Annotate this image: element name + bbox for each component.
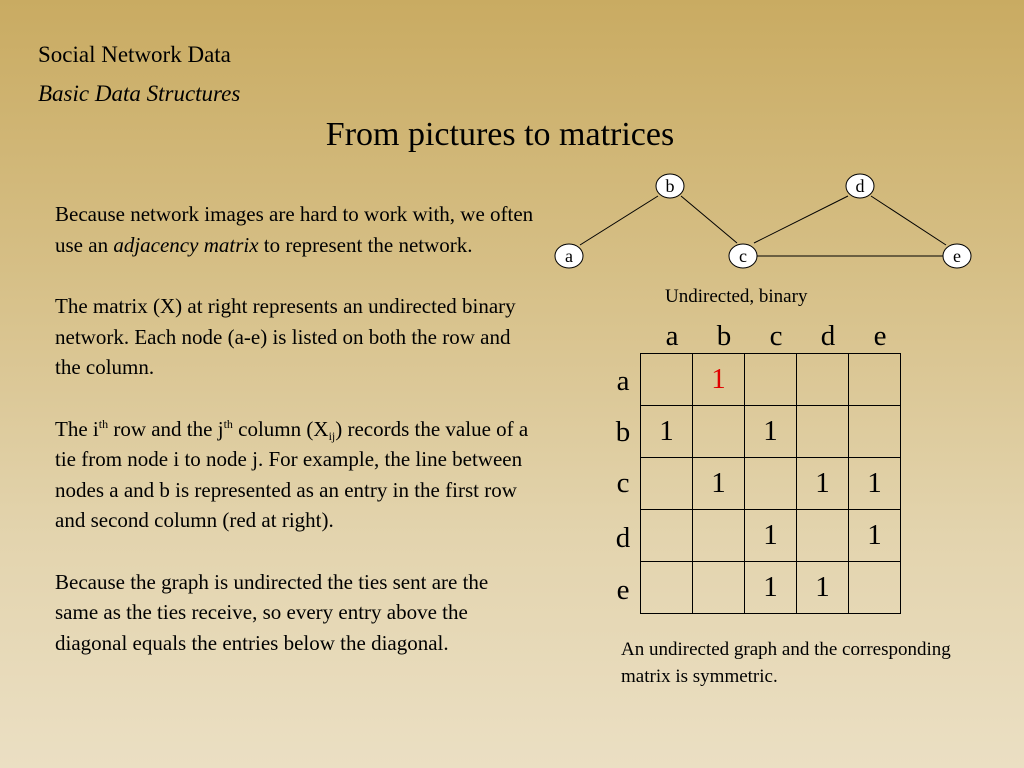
- cell-d-c: 1: [745, 510, 797, 562]
- cell-e-e: [849, 562, 901, 614]
- slide-title: From pictures to matrices: [325, 116, 675, 153]
- edge-b-c: [681, 196, 737, 243]
- matrix-row-e: [641, 562, 901, 614]
- cell-e-d: 1: [797, 562, 849, 614]
- cell-e-a: [641, 562, 693, 614]
- cell-c-a: [641, 458, 693, 510]
- cell-e-c: 1: [745, 562, 797, 614]
- cell-b-d: [797, 406, 849, 458]
- network-graph: [0, 0, 1024, 320]
- col-header-d: d: [820, 320, 836, 352]
- cell-c-d: 1: [797, 458, 849, 510]
- cell-d-e: 1: [849, 510, 901, 562]
- matrix-row-c: [641, 458, 901, 510]
- edge-d-e: [871, 196, 946, 245]
- graph-caption: Undirected, binary: [665, 286, 808, 307]
- cell-a-b: 1: [693, 354, 745, 406]
- node-e: [943, 244, 971, 268]
- header-subtitle: Basic Data Structures: [38, 81, 241, 106]
- cell-c-e: 1: [849, 458, 901, 510]
- adjacency-matrix-term: adjacency matrix: [113, 232, 259, 257]
- node-b: [656, 174, 684, 198]
- paragraph-intro: Because network images are hard to work with, we often use an adjacency matrix to represent the network.: [55, 202, 534, 257]
- edge-a-b: [580, 196, 658, 245]
- col-header-c: c: [769, 320, 783, 352]
- col-header-a: a: [665, 320, 679, 352]
- cell-d-d: [797, 510, 849, 562]
- paragraph-ij-explanation: The $i^{th}$ row and the $j^{th}$ column $(X_{ij})$ records the value of a tie from node i to node j. For example, the line between nodes a and b is represented as an entry in the first row and second column (red at right).: [55, 416, 529, 532]
- cell-b-e: [849, 406, 901, 458]
- node-d-label: d: [855, 176, 865, 196]
- cell-d-b: [693, 510, 745, 562]
- cell-e-b: [693, 562, 745, 614]
- matrix-row-a: [641, 354, 901, 406]
- cell-a-a: [641, 354, 693, 406]
- node-a: [555, 244, 583, 268]
- node-a-label: a: [565, 246, 573, 266]
- row-header-e: e: [616, 574, 630, 606]
- matrix-footnote: An undirected graph and the corresponding matrix is symmetric.: [621, 639, 951, 687]
- edge-c-d: [754, 196, 848, 243]
- paragraph-symmetry: Because the graph is undirected the ties sent are the same as the ties receive, so every entry above the diagonal equals the entries below the diagonal.: [55, 569, 489, 655]
- cell-a-c: [745, 354, 797, 406]
- adjacency-matrix: [640, 353, 901, 614]
- row-header-b: b: [615, 416, 631, 448]
- node-c: [729, 244, 757, 268]
- cell-d-a: [641, 510, 693, 562]
- node-e-label: e: [953, 246, 961, 266]
- cell-b-b: [693, 406, 745, 458]
- cell-b-a: 1: [641, 406, 693, 458]
- node-b-label: b: [665, 176, 675, 196]
- matrix-row-b: [641, 406, 901, 458]
- row-header-d: d: [615, 522, 631, 554]
- cell-c-c: [745, 458, 797, 510]
- cell-b-c: 1: [745, 406, 797, 458]
- col-header-b: b: [716, 320, 732, 352]
- row-header-a: a: [616, 365, 630, 397]
- paragraph-matrix-description: The matrix (X) at right represents an undirected binary network. Each node (a-e) is listed on both the row and the column.: [55, 294, 516, 379]
- cell-c-b: 1: [693, 458, 745, 510]
- row-header-c: c: [616, 467, 630, 499]
- node-d: [846, 174, 874, 198]
- header-title: Social Network Data: [38, 42, 231, 67]
- matrix-row-d: [641, 510, 901, 562]
- node-c-label: c: [739, 246, 747, 266]
- col-header-e: e: [873, 320, 887, 352]
- graph-edges: [580, 196, 946, 256]
- cell-a-d: [797, 354, 849, 406]
- cell-a-e: [849, 354, 901, 406]
